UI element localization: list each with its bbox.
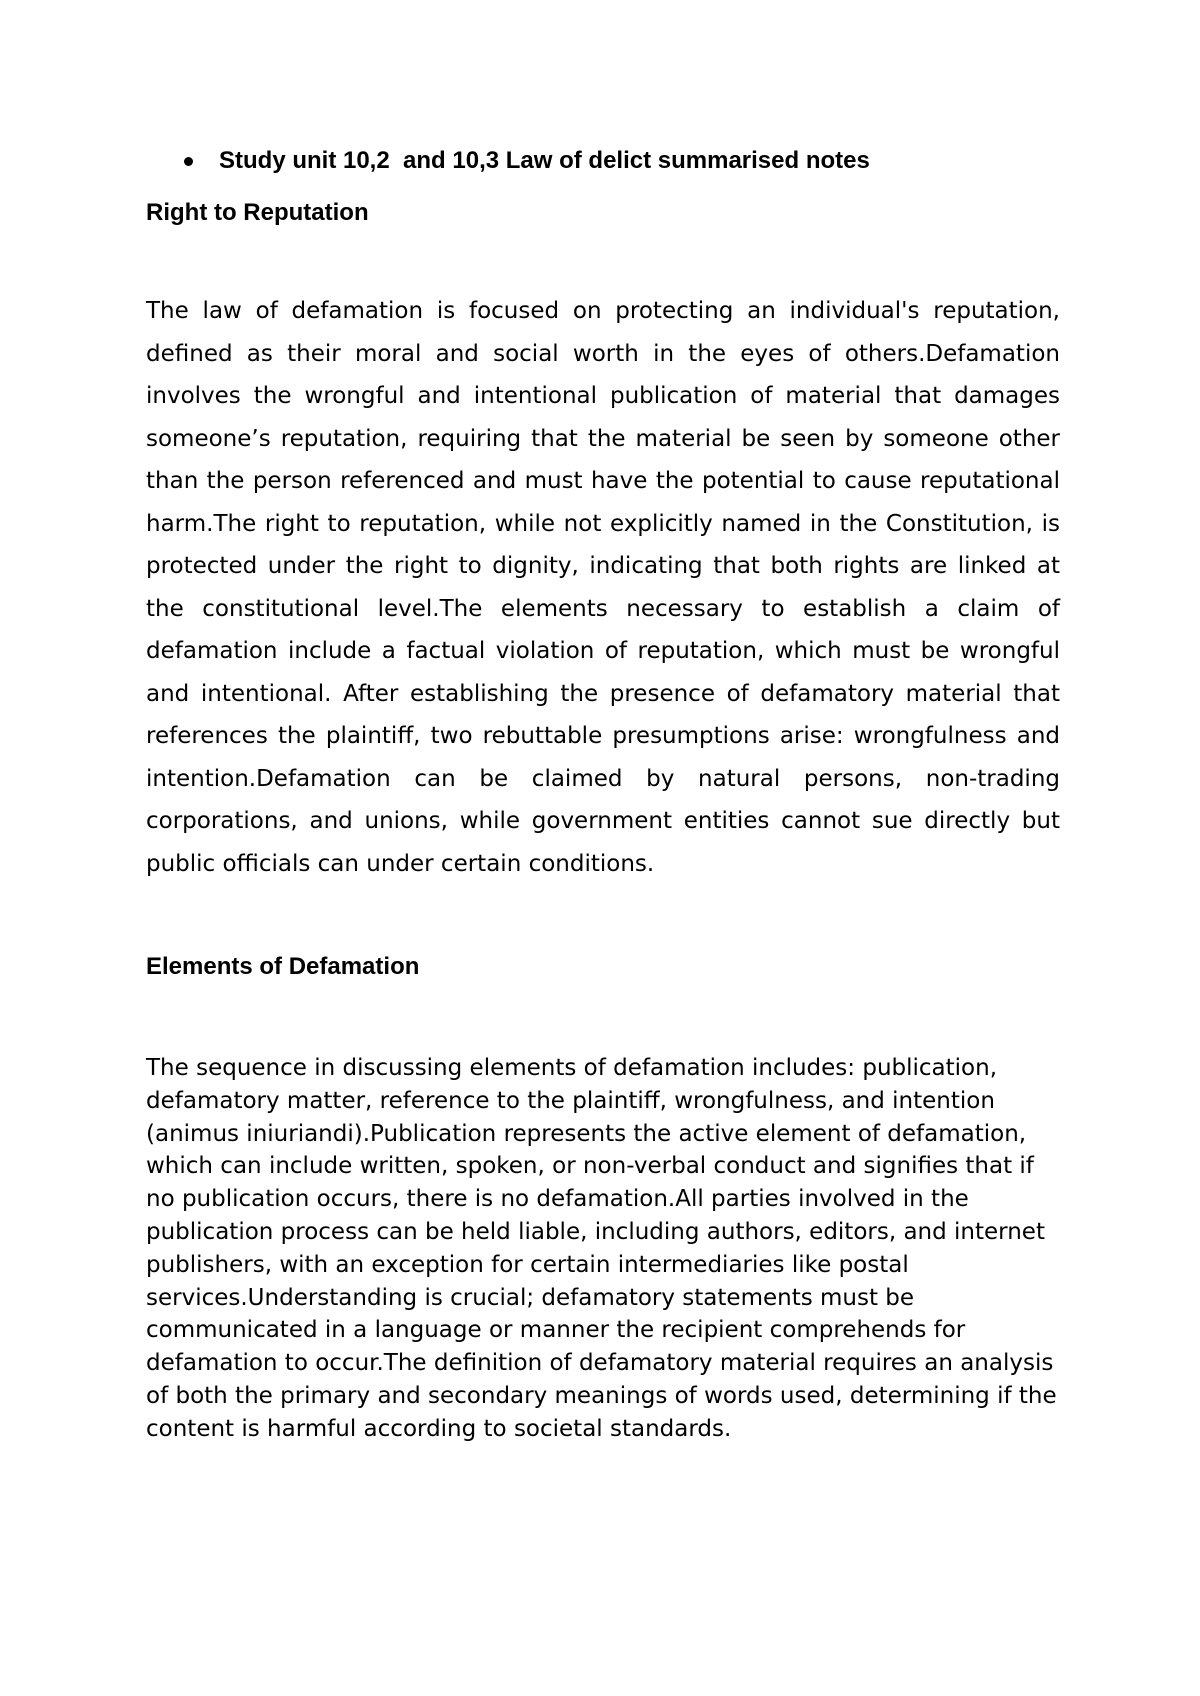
section-heading-elements-of-defamation: Elements of Defamation bbox=[146, 953, 420, 980]
bullet-heading bbox=[146, 146, 1046, 176]
bullet-icon bbox=[184, 157, 193, 166]
paragraph-elements-of-defamation: The sequence in discussing elements of defamation includes: publication, defamatory matter, reference to the plaintiff, wrongfulness, and intention (animus iniuriandi).Publication represents the active element of defamation, which can include written, spoken, or non-verbal conduct and signifies that if no publication occurs, there is no defamation.All parties involved in the publication process can be held liable, including authors, editors, and internet publishers, with an exception for certain intermediaries like postal services.Understanding is crucial; defamatory statements must be communicated in a language or manner the recipient comprehends for defamation to occur.The definition of defamatory material requires an analysis of both the primary and secondary meanings of words used, determining if the content is harmful according to societal standards. bbox=[146, 1055, 1057, 1442]
paragraph-right-to-reputation: The law of defamation is focused on protecting an individual's reputation, defined as their moral and social worth in the eyes of others.Defamation involves the wrongful and intentional publication of material that damages someone’s reputation, requiring that the material be seen by someone other than the person referenced and must have the potential to cause reputational harm.The right to reputation, while not explicitly named in the Constitution, is protected under the right to dignity, indicating that both rights are linked at the constitutional level.The elements necessary to establish a claim of defamation include a factual violation of reputation, which must be wrongful and intentional. After establishing the presence of defamatory material that references the plaintiff, two rebuttable presumptions arise: wrongfulness and intention.Defamation can be claimed by natural persons, non-trading corporations, and unions, while government entities cannot sue directly but public officials can under certain conditions. bbox=[146, 298, 1060, 877]
section-heading-right-to-reputation: Right to Reputation bbox=[146, 199, 369, 226]
document-title: Study unit 10,2 and 10,3 Law of delict summarised notes bbox=[219, 147, 870, 174]
